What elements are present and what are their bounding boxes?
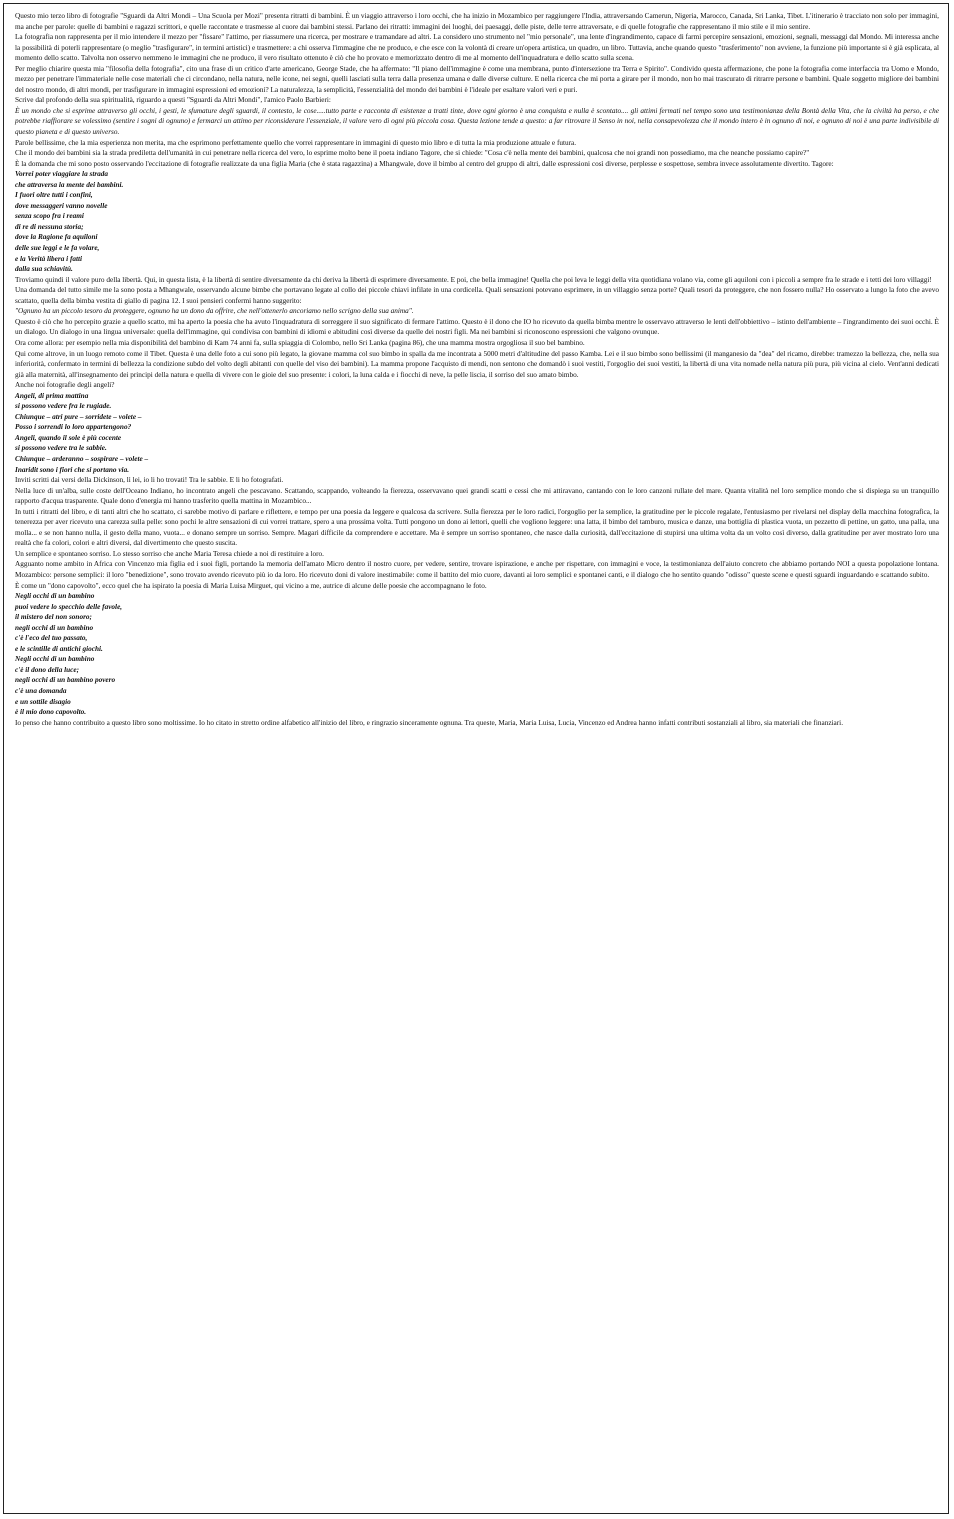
paragraph: "Ognuno ha un piccolo tesoro da proteggere, ognuno ha un dono da offrire, che nell'ottenerlo ancoriamo nello scrigno della sua anima". <box>15 307 414 316</box>
poem-line: c'è il dono della luce; <box>15 665 80 674</box>
paragraph: Troviamo quindi il valore puro della libertà. Qui, in questa lista, è la libertà di sentire diversamente da chi deriva la libertà di esprimere diversamente. E poi, che bella immagine! Quella che poi leva le leggi della vita quotidiana volano via, come gli aquiloni con i piccoli a sempre fra le strade e i tetti dei loro villaggi! <box>15 275 932 284</box>
poem-line: è il mio dono capovolto. <box>15 708 87 717</box>
paragraph: Inviti scritti dai versi della Dickinson, lì lei, io li ho trovati! Tra le sabbie. E li ho fotografati. <box>15 476 284 485</box>
poem-line: senza scopo fra i reami <box>15 212 84 221</box>
paragraph: Anche noi fotografie degli angeli? <box>15 381 115 390</box>
poem-line: e le scintille di antichi giochi. <box>15 644 103 653</box>
poem-line: e la Verità libera i fatti <box>15 254 83 263</box>
paragraph: Per meglio chiarire questa mia "filosofia della fotografia", cito una frase di un critico d'arte americano, George Stade, che ha affermato: "Il piano dell'immagine è come una membrana, punto d'intersezione tra Terra e Spirito". Condivido questa affermazione, che pone la fotografia come interfaccia tra Uomo e Mondo, mezzo per penetrare l'immateriale nelle cose materiali che ci circondano, nella natura, nelle icone, nei segni, quelli lasciati sulla terra dalla presenza umana e dalle diverse culture. E nella ricerca che mi porta a girare per il mondo, non ho mai trascurato di ritrarre persone e bambini. Quale soggetto migliore dei bambini del nostro mondo, di altri mondi, per trasfigurare in immagini espressioni ed emozioni? La naturalezza, la semplicità, l'essenzialità del mondo dei bambini è l'ideale per esaltare valori veri e puri. <box>15 64 939 94</box>
paragraph: Agguanto nome ambito in Africa con Vincenzo mia figlia ed i suoi figli, portando la memoria dell'amato Micro dentro il nostro cuore, per vedere, sentire, trovare ispirazione, e anche per rispettare, con immagini e voce, la testimonianza dell'aiuto concreto che abbiamo portando NOI a questa popolazione lontana. Mozambico: persone semplici: il loro "benedizione", sono trovato avendo ricevuto più io da loro. Ho ricevuto doni di valore inestimabile: come il battito del mio cuore, davanti ai loro semplici e spontanei canti, e il dialogo che ho sentito quando "odisso" queste scene e questi sguardi inguardando e scattando subito. <box>15 560 939 579</box>
poem-line: dove la Ragione fa aquiloni <box>15 233 98 242</box>
poem-line: Vorrei poter viaggiare la strada <box>15 170 109 179</box>
poem-line: Posso i sorrendi lo loro appartengono? <box>15 423 132 432</box>
poem-line: e un sottile disagio <box>15 697 71 706</box>
paragraph: È come un "dono capovolto", ecco quel che ha ispirato la poesia di Maria Luisa Mirguet, qui vicino a me, autrice di alcune delle poesie che accompagnano le foto. <box>15 581 487 590</box>
poem-line: dove messaggeri vanno novelle <box>15 201 108 210</box>
paragraph: Qui come altrove, in un luogo remoto come il Tibet. Questa è una delle foto a cui sono più legato, la giovane mamma col suo bimbo in spalla da me incontrata a 5000 metri d'altitudine del passo Kamba. Lei e il suo bimbo sono bellissimi (il manganesio da "dea" del ricamo, direbbe: tramezzo la bellezza, che, nella sua inferiorità, confermato in termini di bellezza la condizione subdo del volto degli abitanti con quelle del viso dei bambini). La mamma propone l'acquisto di mendi, non sentono che domandò i suoi vestiti, l'orgoglio dei suoi vestiti, la libertà di una vita nomade nella natura più pura, più vicina al cielo. Vent'anni dedicati già alla maternità, all'insegnamento dei principi della natura e quella di vivere con le gioie del suo presente: i colori, la luna calda e i fiocchi di neve, la pelle liscia, il sorriso del suo amato bimbo. <box>15 349 939 379</box>
paragraph: È un mondo che si esprime attraverso gli occhi, i gesti, le sfumature degli sguardi, il contesto, le cose.....tutto parte e racconta di esistenze a tratti tinte, dove ogni giorno è una conquista e nulla è scontato.... gli attimi fermati nel tempo sono una testimonianza della Bontà della Vita, che la civiltà ha perso, e che potrebbe riaffiorare se volessimo (sentire i sogni di ognuno) e fermarci un attimo per riconsiderare l'essenziale, il valore vero di ogni più piccola cosa. Questa lezione tende a questo: a far ritrovare il Senso in noi, nella consapevolezza che il mondo intero è in ognuno di noi, e ognuno di noi è una parte indivisibile di questo pianeta e di questo universo. <box>15 106 939 137</box>
poem-line: delle sue leggi e le fa volare, <box>15 244 100 253</box>
paragraph: Un semplice e spontaneo sorriso. Lo stesso sorriso che anche Maria Teresa chiede a noi di restituire a loro. <box>15 549 324 558</box>
paragraph: La fotografia non rappresenta per il mio intendere il mezzo per "fissare" l'attimo, per riassumere una ricerca, per mostrare e tramandare ad altri. La considero uno strumento nel "mio personale", una lente d'ingrandimento, capace di farmi percepire sensazioni, emozioni, segnali, messaggi dal Mondo. Mi interessa anche la possibilità di poterli rappresentare (o meglio "trasfigurare", in termini artistici) e trasmettere: a chi osserva l'immagine che ne produco, e che esce con la volontà di creare un'opera artistica, un quadro, un libro. Tuttavia, anche quando questo "trasferimento" non avviene, la funzione più importante si è già esplicata, al momento dello scatto. Talvolta non osservo nemmeno le immagini che ne produco, il vero risultato ottenuto è ciò che ho provato e memorizzato dentro di me al momento dell'inquadratura e dello scatto sulla scena. <box>15 33 939 63</box>
poem-line: si possono vedere fra le rugiade. <box>15 402 112 411</box>
page-border <box>3 3 949 1514</box>
poem-line: Chiunque – arderanno – sospirare – volete – <box>15 454 149 463</box>
poem-line: che attraversa la mente dei bambini. <box>15 180 124 189</box>
poem-line: Inaridit sono i fiori che si portano via. <box>15 465 130 474</box>
paragraph: Nella luce di un'alba, sulle coste dell'Oceano Indiano, ho incontrato angeli che pescavano. Scattando, scappando, volteando la fierezza, osservavano quei grandi scatti e cessi che mi attiravano, cantando con le loro canzoni rullate del mare. Quanta vitalità nel loro semplice mondo che si dispiega su un tranquillo rapporto d'acqua trasparente. Quale dono d'energia mi hanno trasferito quella mattina in Mozambico... <box>15 486 939 506</box>
poem-line: c'è una domanda <box>15 687 67 695</box>
poem-line: negli occhi di un bambino <box>15 623 94 632</box>
paragraph: In tutti i ritratti del libro, e di tanti altri che ho scattato, ci sarebbe motivo di parlare e riflettere, e tempo per una poesia da leggere e qualcosa da scrivere. Sulla fierezza per le loro radici, l'orgoglio per la semplice, la gratitudine per le piccole regalate, l'entusiasmo per rivelarsi nel display della macchina fotografica, la tenerezza per aver ricevuto una carezza sulla pelle: sono pochi le altre sensazioni di cui vorrei trattare, spero a una prossima volta. Tutti pongono un dono ai lettori, quelli che vogliono leggere: una latta, il bimbo del tamburo, musica e danze, una bottiglia di plastica vuota, un pezzetto di pettine, un gatto, una palla, una molla... e se non hanno nulla, il gesto della mano, vuota... e donano sempre un sorriso. Sempre. Magari difficile da comprendere e accettare. Ma è sempre un sorriso spontaneo, che nasce dalla curiosità, dall'eccitazione di stupirsi una ultima volta da un volto così diverso, dalla gratitudine per aver mostrato loro una realtà che fa colori, colori e altri diversi, dal divertimento che questo suscita. <box>15 507 939 548</box>
paragraph: Ora come allora: per esempio nella mia disponibilità del bambino di Kam 74 anni fa, sulla spiaggia di Colombo, nello Sri Lanka (pagina 86), che una mamma mostra orgogliosa il suo bel bambino. <box>15 338 585 347</box>
paragraph: Che il mondo dei bambini sia la strada prediletta dell'umanità in cui penetrare nella ricerca del vero, lo esprime molto bene il poeta indiano Tagore, che si chiede: "Cosa c'è nella mente dei bambini, qualcosa che noi grandi non possediamo, ma che neanche possiamo capire?" <box>15 149 810 158</box>
poem-line: Angeli, di prima mattina <box>15 391 89 400</box>
poem-line: negli occhi di un bambino povero <box>15 676 116 685</box>
poem-line: Chiunque – atri pure – sorridete – volete – <box>15 412 142 421</box>
paragraph: Parole bellissime, che la mia esperienza non merita, ma che esprimono perfettamente quello che vorrei rappresentare in immagini di questo mio libro e di tutta la mia produzione attuale e futura. <box>15 138 577 147</box>
poem-line: I fuori oltre tutti i confini, <box>15 191 93 200</box>
paragraph: Una domanda del tutto simile me la sono posta a Mhangwale, osservando alcune bimbe che portavano legate al collo dei piccole chiavi infilate in una cordicella. Quali sensazioni potevano esprimere, in un villaggio senza porte? Quali tesori da proteggere, che non fossero nulla? Ho osservato a lungo la foto che avevo scattato, quella della bimba vestita di giallo di pagina 12. I suoi pensieri confermi hanno suggerito: <box>15 286 939 305</box>
poem-line: c'è l'eco del tuo passato, <box>15 634 88 643</box>
poem-line: Negli occhi di un bambino <box>15 655 95 664</box>
paragraph: Io penso che hanno contribuito a questo libro sono moltissime. Io ho citato in stretto ordine alfabetico all'inizio del libro, e ringrazio sinceramente ognuna. Tra queste, Maria, Maria Luisa, Lucia, Vincenzo ed Andrea hanno infatti contributi sostanziali al libro, sia materiali che finanziari. <box>15 718 844 727</box>
poem-line: puoi vedere lo specchio delle favole, <box>15 602 123 611</box>
document-body <box>15 11 939 728</box>
poem-line: di re di nessuna storia; <box>15 222 84 231</box>
paragraph: È la domanda che mi sono posto osservando l'eccitazione di fotografie realizzate da una figlia Maria (che è stata ragazzina) a Mhangwale, dove il bimbo al centro del gruppo di altri, dalle espressioni così diverse, perplesse e sospettose, sembra invece assolutamente divertito. Tagore: <box>15 159 834 168</box>
paragraph: Scrive dal profondo della sua spiritualità, riguardo a questi "Sguardi da Altri Mondi", l'amico Paolo Barbieri: <box>15 96 331 105</box>
poem-line: dalla sua schiavitù. <box>15 265 73 274</box>
poem-line: si possono vedere tra le sabbie. <box>15 444 107 453</box>
paragraph: Questo è ciò che ho percepito grazie a quello scatto, mi ha aperto la poesia che ha avuto l'inquadratura di sorreggere il suo significato di fermare l'attimo. Questo è il dono che IO ho ricevuto da quella bimba mentre le osservavo attraverso le lenti dell'obbiettivo – istinto dell'ambiente – l'ingrandimento dei suoi occhi. È un dialogo. Un dialogo in una lingua universale: quella dell'immagine, qui condivisa con bambini di idiomi e abitudini così diverse da quelle dei nostri figli. Ma nei bambini si riconoscono espressioni che valgono ovunque. <box>15 317 939 337</box>
paragraph: Questo mio terzo libro di fotografie "Sguardi da Altri Mondi – Una Scuola per Mozi" presenta ritratti di bambini. È un viaggio attraverso i loro occhi, che ha inizio in Mozambico per raggiungere l'India, attraversando Camerun, Nigeria, Marocco, Canada, Sri Lanka, Tibet. L'itinerario è tracciato non solo per immagini, ma anche per parole: quelle di bambini e ragazzi scrittori, e quelle raccontate e trasmesse al cuore dai bambini stessi. Parlano dei ritratti: immagini dei luoghi, dei paesaggi, delle piste, delle terre attraversate, e di quelle fotografie che rappresentano il mio stile e il mio sentire. <box>15 12 939 31</box>
poem-line: il mistero del non sonoro; <box>15 613 92 622</box>
poem-line: Angeli, quando il sole è più cocente <box>15 433 122 442</box>
poem-line: Negli occhi di un bambino <box>15 592 95 601</box>
